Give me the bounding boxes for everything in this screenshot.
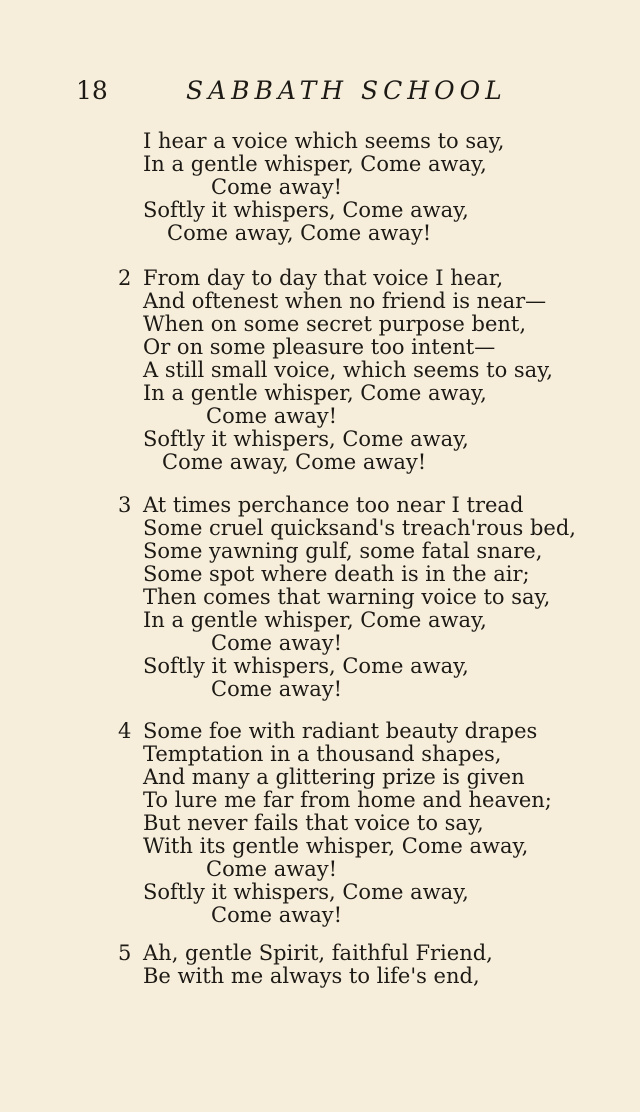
- verse-line: Come away, Come away!: [167, 221, 432, 245]
- verse-line: Or on some pleasure too intent—: [143, 335, 496, 359]
- verse-line: In a gentle whisper, Come away,: [143, 152, 487, 176]
- verse-line: And oftenest when no friend is near—: [143, 289, 547, 313]
- stanza-number: 2: [118, 266, 132, 290]
- verse-line: In a gentle whisper, Come away,: [143, 381, 487, 405]
- verse-line: Come away!: [206, 404, 338, 428]
- verse-line: Some foe with radiant beauty drapes: [143, 719, 538, 743]
- verse-line: Softly it whispers, Come away,: [143, 198, 469, 222]
- stanza-number: 4: [118, 719, 132, 743]
- verse-line: Some spot where death is in the air;: [143, 562, 530, 586]
- verse-line: When on some secret purpose bent,: [143, 312, 527, 336]
- verse-line: Softly it whispers, Come away,: [143, 427, 469, 451]
- page-header: [0, 74, 640, 108]
- verse-line: Some yawning gulf, some fatal snare,: [143, 539, 543, 563]
- verse-line: Ah, gentle Spirit, faithful Friend,: [143, 941, 493, 965]
- verse-line: Come away!: [211, 677, 343, 701]
- verse-line: Come away!: [211, 903, 343, 927]
- verse-line: Come away!: [211, 631, 343, 655]
- verse-line: A still small voice, which seems to say,: [143, 358, 553, 382]
- page-number: 18: [76, 76, 108, 105]
- verse-line: At times perchance too near I tread: [143, 493, 524, 517]
- verse-line: Some cruel quicksand's treach'rous bed,: [143, 516, 576, 540]
- stanza-number: 3: [118, 493, 132, 517]
- verse-line: I hear a voice which seems to say,: [143, 129, 505, 153]
- verse-line: Come away!: [206, 857, 338, 881]
- verse-line: Softly it whispers, Come away,: [143, 880, 469, 904]
- verse-line: From day to day that voice I hear,: [143, 266, 504, 290]
- verse-line: Softly it whispers, Come away,: [143, 654, 469, 678]
- verse-line: To lure me far from home and heaven;: [143, 788, 552, 812]
- stanza-number: 5: [118, 941, 132, 965]
- verse-line: Then comes that warning voice to say,: [143, 585, 551, 609]
- verse-line: Temptation in a thousand shapes,: [143, 742, 502, 766]
- verse-line: Come away, Come away!: [162, 450, 427, 474]
- running-title: SABBATH SCHOOL: [186, 76, 507, 105]
- verse-line: Be with me always to life's end,: [143, 964, 480, 988]
- verse-line: In a gentle whisper, Come away,: [143, 608, 487, 632]
- verse-line: With its gentle whisper, Come away,: [143, 834, 529, 858]
- verse-line: And many a glittering prize is given: [143, 765, 525, 789]
- verse-line: Come away!: [211, 175, 343, 199]
- verse-line: But never fails that voice to say,: [143, 811, 484, 835]
